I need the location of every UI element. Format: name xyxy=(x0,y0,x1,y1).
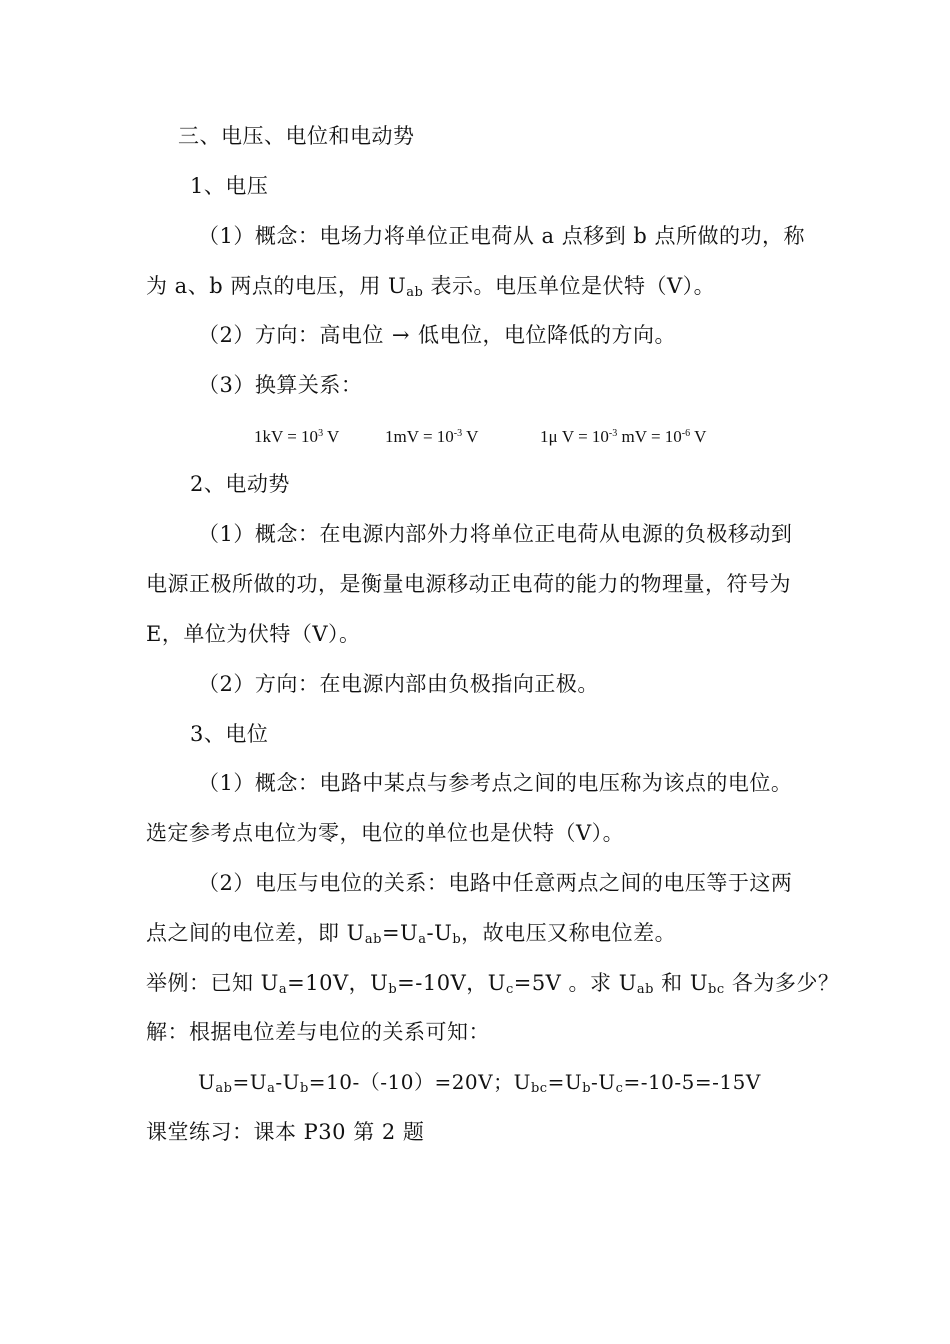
potential-concept-line-2: 选定参考点电位为零，电位的单位也是伏特（V）。 xyxy=(146,821,625,845)
text-span: =U xyxy=(381,921,419,945)
text-span: 1μ V = 10 xyxy=(540,427,609,446)
subscript: b xyxy=(452,932,462,947)
formula-mv xyxy=(385,425,478,449)
potential-concept-line-1: （1）概念：电路中某点与参考点之间的电压称为该点的电位。 xyxy=(198,771,793,795)
subscript: c xyxy=(615,1081,624,1096)
subscript: c xyxy=(505,982,514,997)
text-span: =10V，U xyxy=(287,971,389,995)
text-span: 点之间的电位差，即 U xyxy=(146,921,365,945)
text-span: mV = 10 xyxy=(617,427,682,446)
text-span: 表示。电压单位是伏特（V）。 xyxy=(423,274,716,298)
solution-intro: 解：根据电位差与电位的关系可知： xyxy=(146,1020,490,1044)
solution-calculation xyxy=(198,1067,761,1097)
subscript: bc xyxy=(530,1081,548,1096)
subscript: a xyxy=(418,932,427,947)
text-span: =5V 。求 U xyxy=(513,971,637,995)
text-span: （2）方向：高电位 xyxy=(198,323,384,347)
text-span: 举例：已知 U xyxy=(146,971,279,995)
text-span: 1mV = 10 xyxy=(385,427,454,446)
subscript: b xyxy=(299,1081,309,1096)
emf-concept-line-2: 电源正极所做的功，是衡量电源移动正电荷的能力的物理量，符号为 xyxy=(146,572,791,596)
formula-kv xyxy=(254,425,339,449)
superscript: -3 xyxy=(453,428,463,439)
conversion-title: （3）换算关系： xyxy=(198,373,363,397)
text-span: 各为多少？ xyxy=(724,971,840,995)
text-span: 和 U xyxy=(653,971,709,995)
section-heading: 三、电压、电位和电动势 xyxy=(178,124,415,148)
exercise-line: 课堂练习：课本 P30 第 2 题 xyxy=(146,1120,425,1144)
subsection-title-potential: 3、电位 xyxy=(190,722,269,746)
text-span: =10-（-10）=20V；U xyxy=(308,1070,531,1094)
text-span: U xyxy=(198,1070,216,1094)
subscript: b xyxy=(582,1081,592,1096)
subscript: ab xyxy=(406,285,424,300)
voltage-concept-line-2 xyxy=(146,271,715,301)
text-span: =U xyxy=(232,1070,268,1094)
example-line xyxy=(146,968,839,998)
right-arrow-icon: → xyxy=(391,323,410,347)
subsection-title-emf: 2、电动势 xyxy=(190,472,290,496)
emf-concept-line-3: E，单位为伏特（V）。 xyxy=(146,622,361,646)
subsection-title-voltage: 1、电压 xyxy=(190,174,269,198)
subscript: a xyxy=(278,982,288,997)
text-span: V xyxy=(323,427,340,446)
voltage-concept-line-1 xyxy=(198,221,805,251)
text-span: V xyxy=(690,427,707,446)
text-span: -U xyxy=(275,1070,300,1094)
subscript: b xyxy=(388,982,398,997)
text-span: -U xyxy=(591,1070,616,1094)
subscript: ab xyxy=(215,1081,233,1096)
subscript: ab xyxy=(364,932,382,947)
emf-direction: （2）方向：在电源内部由负极指向正极。 xyxy=(198,672,599,696)
relation-line-2 xyxy=(146,918,676,948)
text-span: ，故电压又称电位差。 xyxy=(461,921,677,945)
superscript: -6 xyxy=(681,428,691,439)
text-span: 为 a、b 两点的电压，用 U xyxy=(146,274,407,298)
text-span: 低电位，电位降低的方向。 xyxy=(417,323,676,347)
superscript: 3 xyxy=(318,428,324,439)
relation-line-1: （2）电压与电位的关系：电路中任意两点之间的电压等于这两 xyxy=(198,871,793,895)
subscript: bc xyxy=(708,982,725,997)
text-span: =U xyxy=(547,1070,583,1094)
subscript: a xyxy=(267,1081,276,1096)
text-span: 1kV = 10 xyxy=(254,427,319,446)
voltage-direction xyxy=(198,320,676,350)
superscript: -3 xyxy=(608,428,618,439)
text-span: -U xyxy=(426,921,453,945)
text-span: V xyxy=(462,427,479,446)
emf-concept-line-1: （1）概念：在电源内部外力将单位正电荷从电源的负极移动到 xyxy=(198,522,793,546)
text-span: （1）概念：电场力将单位正电荷从 a 点移到 b 点所做的功，称 xyxy=(198,224,806,248)
text-span: =-10-5=-15V xyxy=(623,1070,761,1094)
text-span: =-10V，U xyxy=(397,971,506,995)
subscript: ab xyxy=(636,982,654,997)
formula-uv xyxy=(540,425,706,449)
